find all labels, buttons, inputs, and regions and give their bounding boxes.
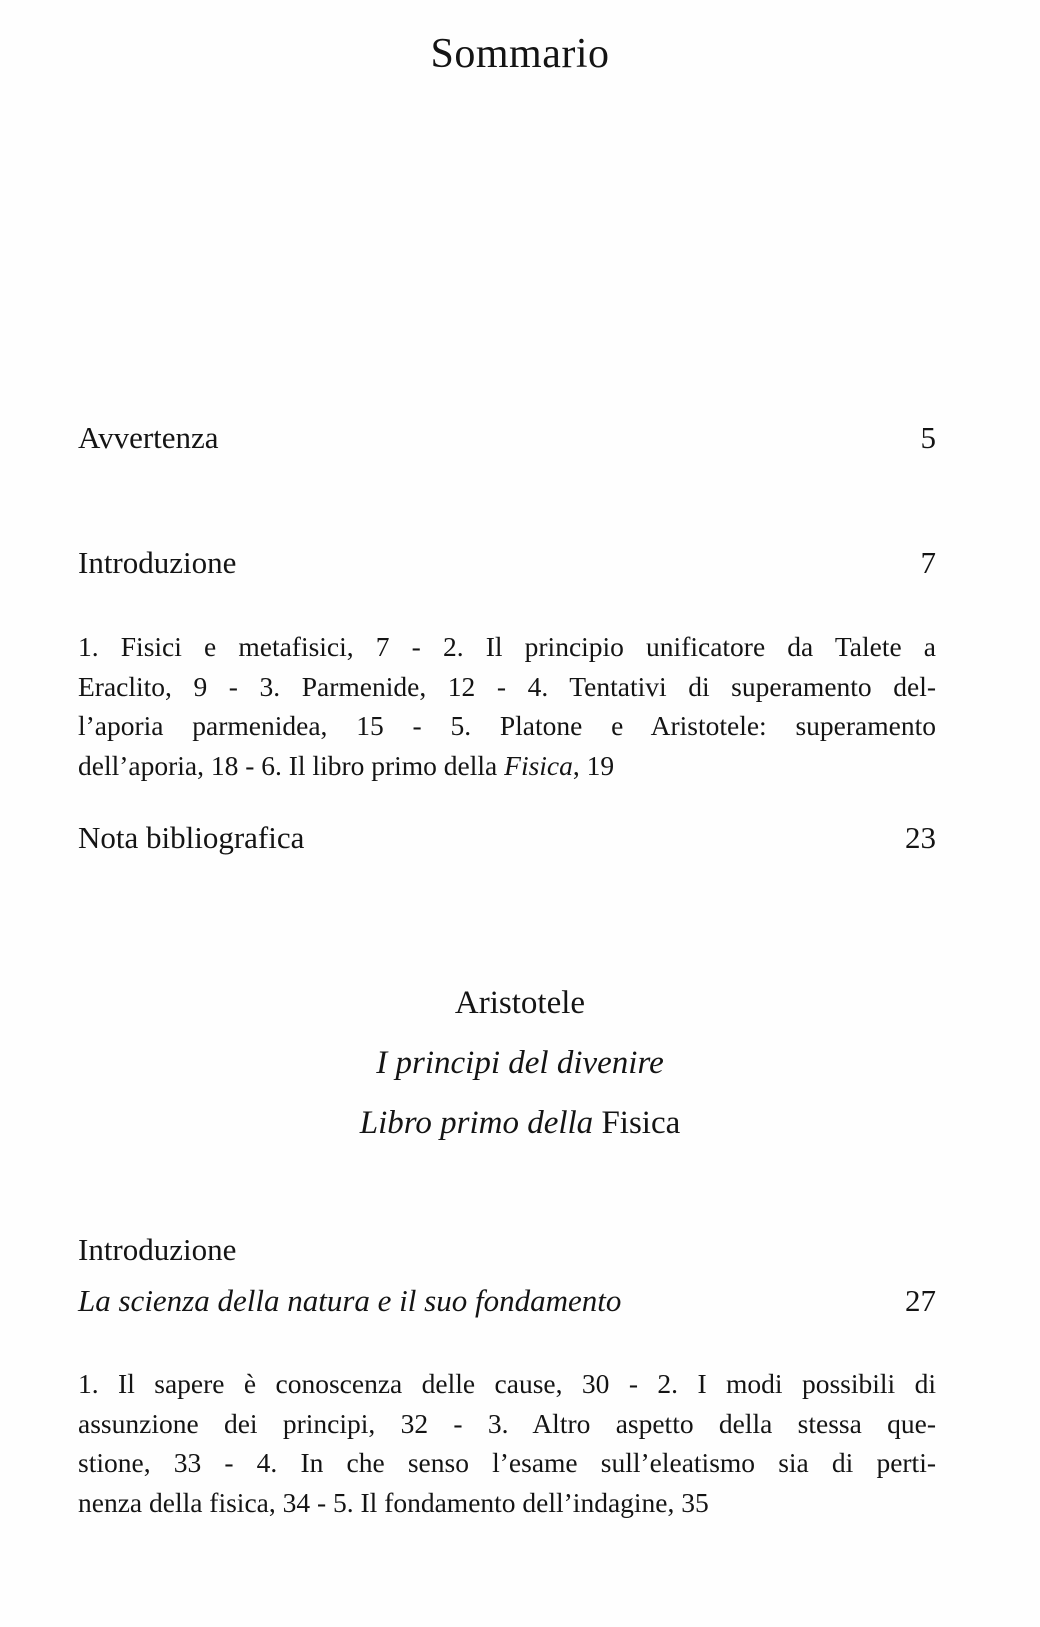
summary-line: l’aporia parmenidea, 15 - 5. Platone e Aristotele: superamento <box>78 710 936 741</box>
section2-summary <box>78 1364 936 1522</box>
summary-line: assunzione dei principi, 32 - 3. Altro aspetto della stessa que- <box>78 1407 936 1439</box>
toc-entry-page: 7 <box>920 545 936 580</box>
toc-entry-nota-bibliografica[interactable] <box>78 820 936 856</box>
work-subtitle <box>0 1105 1040 1142</box>
work-subtitle-italic: Libro primo della <box>359 1105 594 1141</box>
summary-line: 1. Il sapere è conoscenza delle cause, 30 - 2. I modi possibili di <box>78 1368 936 1399</box>
toc-entry-label: Nota bibliografica <box>78 820 305 855</box>
toc-entry-avvertenza[interactable] <box>78 420 936 456</box>
work-author: Aristotele <box>454 985 586 1021</box>
work-title: I principi del divenire <box>376 1045 664 1081</box>
summary-text: dell’aporia, 18 - 6. Il libro primo della <box>78 749 505 781</box>
work-subtitle-roman: Fisica <box>601 1105 681 1141</box>
section2-heading <box>78 1232 936 1268</box>
summary-line: stione, 33 - 4. In che senso l’esame sull’eleatismo sia di perti- <box>78 1447 936 1478</box>
toc-entry-label: Avvertenza <box>78 420 219 455</box>
page-title: Sommario <box>430 31 610 77</box>
toc-entry-page: 23 <box>905 820 936 855</box>
summary-italic-title: Fisica <box>504 749 573 781</box>
toc-entry-page: 27 <box>905 1283 936 1318</box>
summary-line: nenza della fisica, 34 - 5. Il fondamento dell’indagine, 35 <box>78 1486 709 1518</box>
section-heading: Introduzione <box>78 1232 237 1267</box>
summary-line: Eraclito, 9 - 3. Parmenide, 12 - 4. Tentativi di superamento del- <box>78 670 936 702</box>
toc-entry-page: 5 <box>920 420 936 455</box>
summary-line: 1. Fisici e metafisici, 7 - 2. Il principio unificatore da Talete a <box>78 631 936 662</box>
toc-entry-introduzione[interactable] <box>78 545 936 581</box>
toc-entry-scienza-della-natura[interactable] <box>78 1283 936 1319</box>
toc-entry-label: La scienza della natura e il suo fondamento <box>78 1283 622 1318</box>
toc-entry-label: Introduzione <box>78 545 237 580</box>
summary-line <box>78 746 936 786</box>
summary-text: , 19 <box>572 749 615 781</box>
introduzione-summary <box>78 627 936 785</box>
